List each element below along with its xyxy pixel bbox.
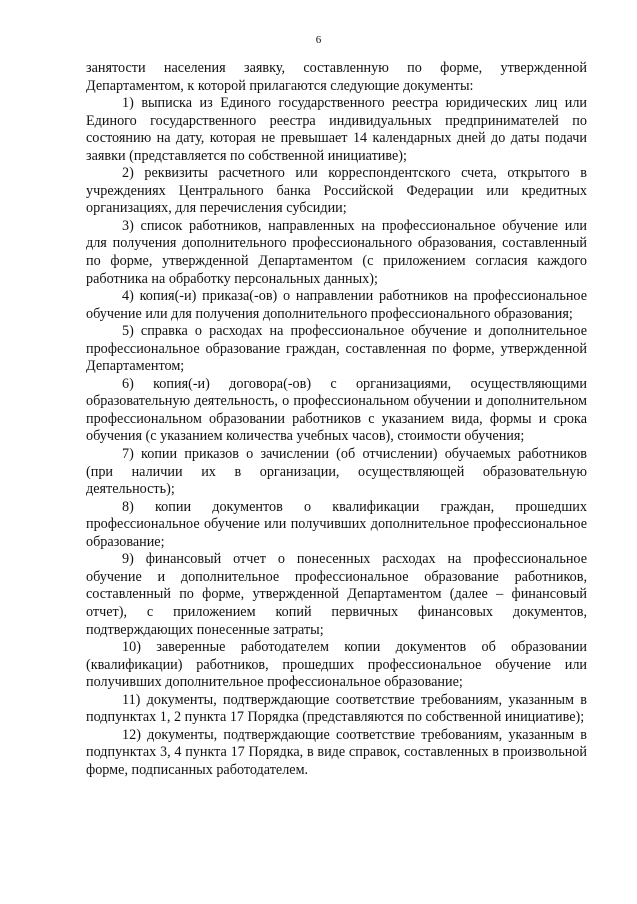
list-item-3: 3) список работников, направленных на профессиональное обучение или для получения дополнительного профессионального образования, составленный по форме, утвержденной Департаментом (с приложением согласия каждого работника на обработку персональных данных); (86, 217, 587, 287)
list-item-2: 2) реквизиты расчетного или корреспондентского счета, открытого в учреждениях Центрального банка Российской Федерации или кредитных организациях, для перечисления субсидии; (86, 165, 587, 217)
list-item-10: 10) заверенные работодателем копии документов об образовании (квалификации) работников, прошедших профессиональное обучение или получивших дополнительное профессиональное образование; (86, 639, 587, 691)
list-item-6: 6) копия(-и) договора(-ов) с организациями, осуществляющими образовательную деятельность, о профессиональном обучении и дополнительном профессиональном образовании работников с указанием вида, формы и срока обучения (с указанием количества учебных часов), стоимости обучения; (86, 375, 587, 445)
list-item-1: 1) выписка из Единого государственного реестра юридических лиц или Единого государственного реестра индивидуальных предпринимателей по состоянию на дату, которая не превышает 14 календарных дней до даты подачи заявки (представляется по собственной инициативе); (86, 95, 587, 164)
list-item-4: 4) копия(-и) приказа(-ов) о направлении работников на профессиональное обучение или для получения дополнительного профессионального образования; (86, 288, 587, 322)
list-item-5: 5) справка о расходах на профессиональное обучение и дополнительное профессиональное образование граждан, составленная по форме, утвержденной Департаментом; (86, 323, 587, 375)
list-item-8: 8) копии документов о квалификации граждан, прошедших профессиональное обучение или получивших дополнительное профессиональное образование; (86, 498, 587, 550)
paragraph-intro: занятости населения заявку, составленную по форме, утвержденной Департаментом, к которой прилагаются следующие документы: (86, 60, 587, 94)
list-item-9: 9) финансовый отчет о понесенных расходах на профессиональное обучение и дополнительное профессиональное образование работников, составленный по форме, утвержденной Департаментом (далее – финансовый отчет), с приложением копий первичных финансовых документов, подтверждающих понесенные затраты; (86, 551, 587, 638)
page-number: 6 (315, 34, 322, 46)
list-item-12: 12) документы, подтверждающие соответствие требованиям, указанным в подпунктах 3, 4 пункта 17 Порядка, в виде справок, составленных в произвольной форме, подписанных работодателем. (86, 726, 587, 778)
list-item-7: 7) копии приказов о зачислении (об отчислении) обучаемых работников (при наличии их в организации, осуществляющей образовательную деятельность); (86, 446, 587, 498)
list-item-11: 11) документы, подтверждающие соответствие требованиям, указанным в подпунктах 1, 2 пункта 17 Порядка (представляются по собственной инициативе); (86, 691, 587, 726)
document-body (86, 60, 587, 779)
